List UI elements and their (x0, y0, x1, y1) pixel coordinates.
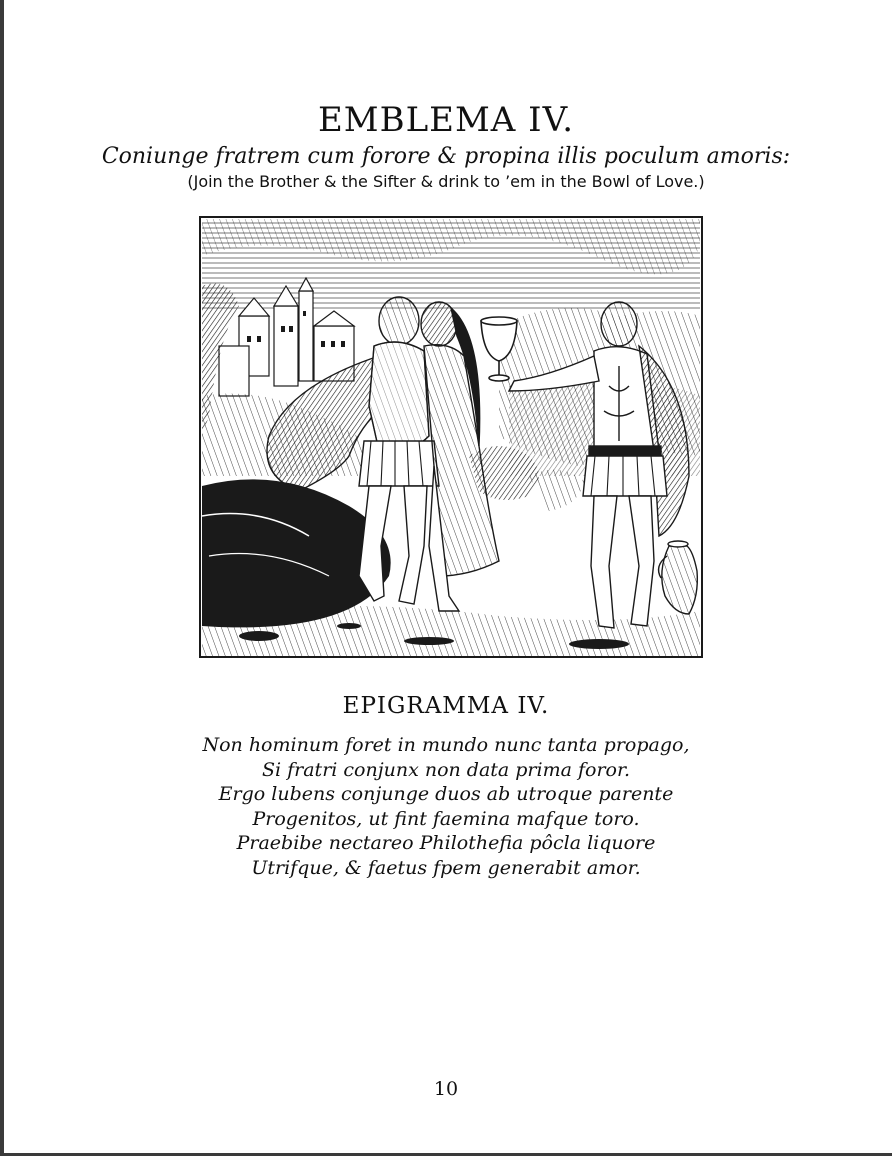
poem-line: Progenitos, ut fint faemina mafque toro. (252, 807, 640, 830)
epigram-heading: EPIGRAMMA IV. (342, 693, 550, 719)
poem-line: Praebibe nectareo Philothefia pôcla liquore (236, 832, 656, 854)
motto-latin: Coniunge fratrem cum forore & propina illis poculum amoris: (101, 144, 791, 169)
poem-line: Ergo lubens conjunge duos ab utroque parente (218, 783, 674, 805)
poem-line: Si fratri conjunx non data prima foror. (261, 758, 631, 781)
poem-line: Utrifque, & faetus fpem generabit amor. (251, 856, 641, 879)
emblem-title: EMBLEMA IV. (317, 100, 575, 140)
emblem-engraving (199, 216, 703, 658)
poem-line: Non hominum foret in mundo nunc tanta propago, (202, 734, 690, 756)
epigram-poem (0, 733, 892, 880)
page-number: 10 (433, 1078, 459, 1100)
motto-english: (Join the Brother & the Sifter & drink to ’em in the Bowl of Love.) (187, 172, 705, 191)
